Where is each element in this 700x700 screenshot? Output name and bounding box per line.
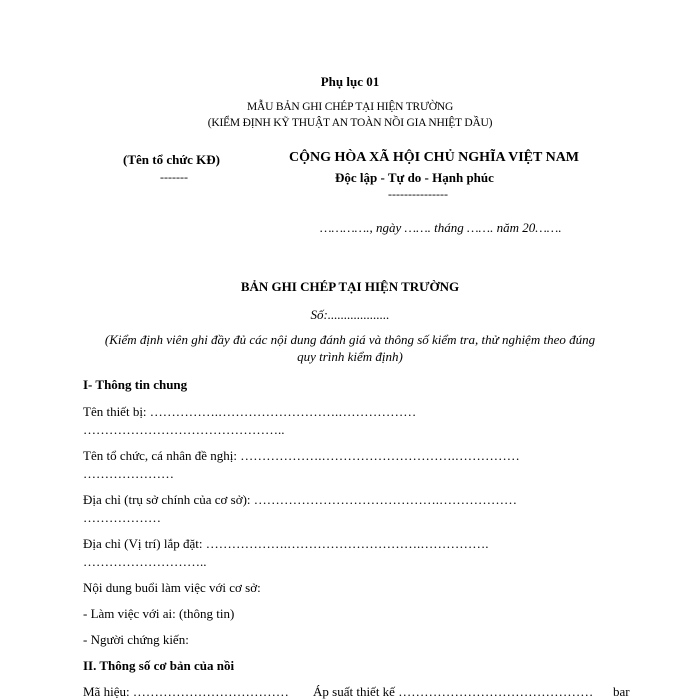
instruction-line1: (Kiểm định viên ghi đầy đủ các nội dung đánh giá và thông số kiểm tra, thử nghiệm theo đúng bbox=[104, 332, 596, 347]
work-with-label: - Làm việc với ai: (thông tin) bbox=[83, 606, 235, 621]
design-pressure-field: Áp suất thiết kế ……………………………………… bbox=[313, 684, 594, 699]
model-field: Mã hiệu: ……………………………… bbox=[83, 684, 289, 699]
motto-divider: --------------- bbox=[388, 187, 448, 201]
pressure-unit: bar bbox=[613, 684, 630, 699]
head-office-address-field-continued: ……………… bbox=[83, 510, 161, 525]
equipment-name-field: Tên thiết bị: …………….……………………….……………… bbox=[83, 404, 417, 419]
requester-name-field-continued: ………………… bbox=[83, 466, 174, 481]
national-motto: Độc lập - Tự do - Hạnh phúc bbox=[335, 170, 494, 185]
section2-heading: II. Thông số cơ bản của nồi bbox=[83, 658, 235, 673]
appendix-subtitle-line2: (KIỂM ĐỊNH KỸ THUẬT AN TOÀN NỒI GIA NHIỆT DẦU) bbox=[207, 117, 493, 129]
document-number: Số:................... bbox=[310, 307, 390, 322]
appendix-title: Phụ lục 01 bbox=[320, 74, 380, 89]
document-title: BẢN GHI CHÉP TẠI HIỆN TRƯỜNG bbox=[240, 279, 460, 294]
appendix-subtitle-line1: MẪU BẢN GHI CHÉP TẠI HIỆN TRƯỜNG bbox=[246, 101, 454, 113]
installation-address-field: Địa chỉ (Vị trí) lắp đặt: ……………….………………………….……………. bbox=[83, 536, 489, 551]
section1-heading: I- Thông tin chung bbox=[83, 377, 188, 392]
witness-label: - Người chứng kiến: bbox=[83, 632, 189, 647]
instruction-line2: quy trình kiểm định) bbox=[297, 349, 403, 364]
organization-name: (Tên tổ chức KĐ) bbox=[123, 152, 220, 167]
installation-address-field-continued: ……………………….. bbox=[83, 554, 207, 569]
equipment-name-field-continued: ……………………………………….. bbox=[83, 422, 285, 437]
country-name: CỘNG HÒA XÃ HỘI CHỦ NGHĨA VIỆT NAM bbox=[289, 150, 580, 165]
requester-name-field: Tên tổ chức, cá nhân đề nghị: ……………….………………………….…………… bbox=[83, 448, 520, 463]
organization-divider: ------- bbox=[160, 170, 188, 184]
head-office-address-field: Địa chỉ (trụ sở chính của cơ sở): …………………………………….……………… bbox=[83, 492, 518, 507]
work-content-label: Nội dung buổi làm việc với cơ sở: bbox=[83, 580, 261, 595]
date-line: …………., ngày ……. tháng ……. năm 20……. bbox=[320, 220, 562, 235]
